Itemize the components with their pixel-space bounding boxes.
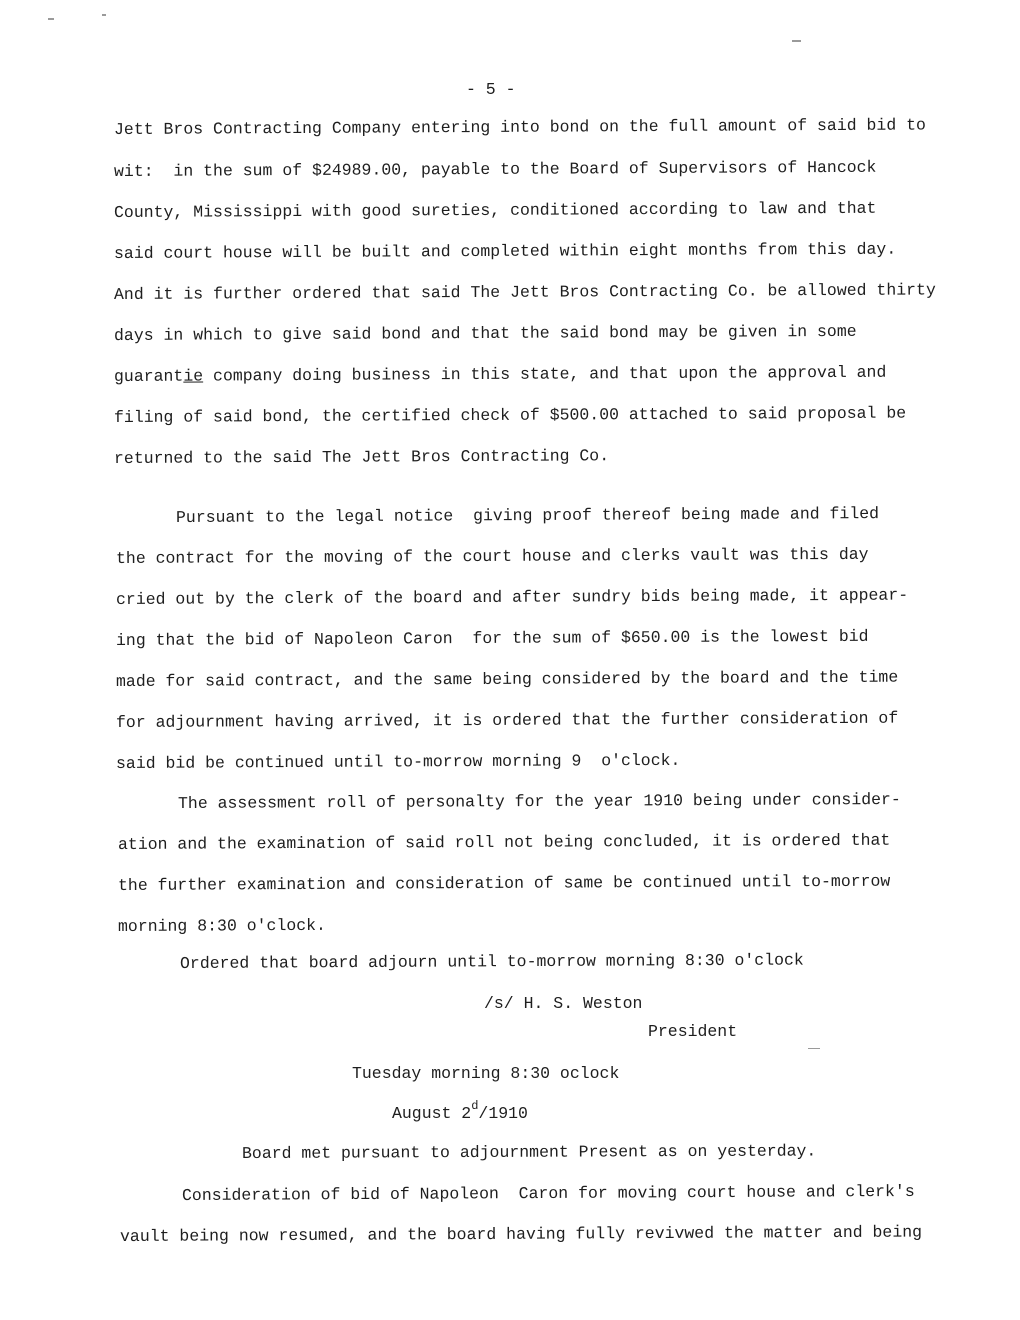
text-line: made for said contract, and the same being considered by the board and the time xyxy=(115,667,899,691)
page-number: - 5 - xyxy=(466,80,516,99)
text-line: Consideration of bid of Napoleon Caron for moving court house and clerk's xyxy=(181,1181,915,1205)
text-line-rest: company doing business in this state, and that upon the approval and xyxy=(212,362,887,386)
text-line: said court house will be built and completed within eight months from this day. xyxy=(113,239,897,263)
text-line: ing that the bid of Napoleon Caron for the sum of $650.00 is the lowest bid xyxy=(115,626,869,650)
session-date xyxy=(392,1099,528,1123)
text-line: Jett Bros Contracting Company entering into bond on the full amount of said bid to xyxy=(113,115,926,139)
text-line: wit: in the sum of $24989.00, payable to the Board of Supervisors of Hancock xyxy=(113,157,877,181)
text-line: ation and the examination of said roll not being concluded, it is ordered that xyxy=(117,830,891,854)
scan-speck xyxy=(48,18,54,20)
date-prefix: August 2 xyxy=(392,1104,472,1123)
signature-title: President xyxy=(648,1022,738,1041)
text-line: said bid be continued until to-morrow morning 9 o'clock. xyxy=(115,750,681,773)
text-line: morning 8:30 o'clock. xyxy=(117,915,326,936)
signature: /s/ H. S. Weston xyxy=(484,994,643,1013)
text-line: for adjournment having arrived, it is ordered that the further consideration of xyxy=(115,708,899,732)
text-line: vault being now resumed, and the board having fully revivwed the matter and being xyxy=(119,1222,923,1246)
date-superscript: d xyxy=(471,1099,479,1113)
scan-speck xyxy=(792,40,801,42)
text-line: the contract for the moving of the court house and clerks vault was this day xyxy=(115,544,869,568)
scan-speck xyxy=(102,14,106,16)
text-line xyxy=(114,363,886,386)
text-line: Pursuant to the legal notice giving proof thereof being made and filed xyxy=(175,504,880,527)
text-line: returned to the said The Jett Bros Contracting Co. xyxy=(113,446,610,468)
scan-speck xyxy=(808,1048,820,1049)
board-met: Board met pursuant to adjournment Present as on yesterday. xyxy=(241,1141,817,1163)
guarantie-prefix: guarant xyxy=(113,366,184,386)
text-line: filing of said bond, the certified check of $500.00 attached to said proposal be xyxy=(113,403,907,427)
text-line: days in which to give said bond and that the said bond may be given in some xyxy=(113,321,857,345)
text-line: County, Mississippi with good sureties, conditioned according to law and that xyxy=(113,198,877,222)
text-line: And it is further ordered that said The Jett Bros Contracting Co. be allowed thirty xyxy=(113,280,936,304)
text-line: The assessment roll of personalty for the year 1910 being under consider- xyxy=(177,789,901,813)
session-heading: Tuesday morning 8:30 oclock xyxy=(352,1064,620,1083)
text-line: the further examination and consideration of same be continued until to-morrow xyxy=(117,871,891,895)
adjourn-order: Ordered that board adjourn until to-morrow morning 8:30 o'clock xyxy=(179,950,804,973)
text-line: cried out by the clerk of the board and after sundry bids being made, it appear- xyxy=(115,585,909,609)
guarantie-underlined: ie xyxy=(183,366,204,386)
date-suffix: /1910 xyxy=(478,1104,528,1123)
